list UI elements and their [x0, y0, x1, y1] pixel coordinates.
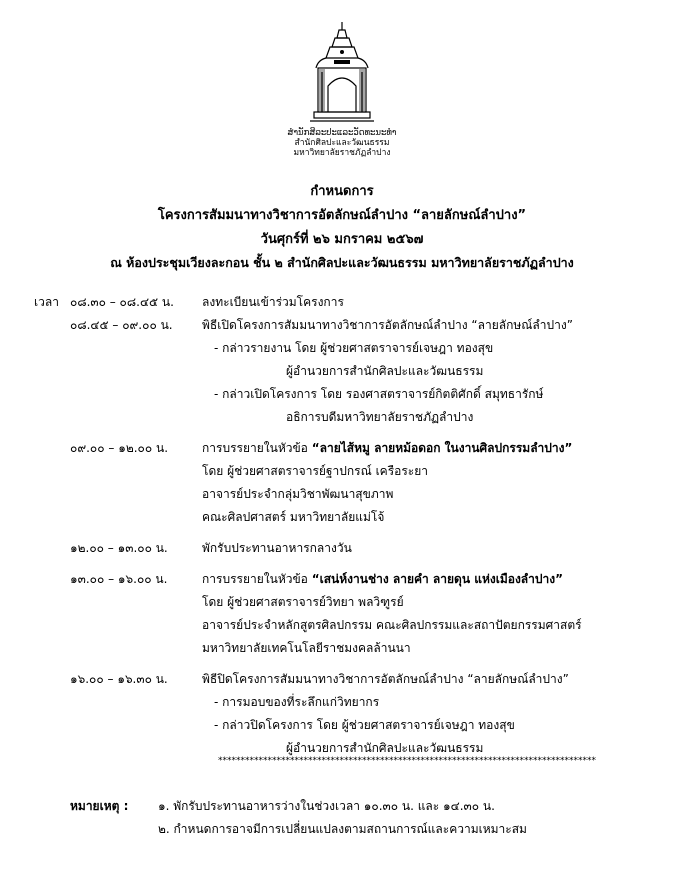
- schedule-title-1: ลงทะเบียนเข้าร่วมโครงการ: [202, 295, 344, 309]
- institution-logo: [0, 20, 684, 124]
- schedule-detail-5-1: โดย ผู้ช่วยศาสตราจารย์วิทยา พลวิฑูรย์: [202, 595, 404, 609]
- schedule-detail-3-2: อาจารย์ประจำกลุ่มวิชาพัฒนาสุขภาพ: [202, 487, 394, 501]
- event-date: วันศุกร์ที่ ๒๖ มกราคม ๒๕๖๗: [260, 232, 424, 247]
- org-name-line-2: สำนักศิลปะและวัฒนธรรม: [294, 138, 390, 148]
- schedule-title-2: พิธีเปิดโครงการสัมมนาทางวิชาการอัตลักษณ์ลำปาง “ลายลักษณ์ลำปาง”: [202, 318, 573, 332]
- schedule-time-6: ๑๖.๐๐ – ๑๖.๓๐ น.: [70, 672, 168, 686]
- separator-stars: ************************************************************************************: [218, 756, 596, 766]
- schedule-time-5: ๑๓.๐๐ – ๑๖.๐๐ น.: [70, 572, 168, 586]
- schedule-time-2: ๐๘.๔๕ – ๐๙.๐๐ น.: [70, 318, 173, 332]
- schedule-detail-2-3: - กล่าวเปิดโครงการ โดย รองศาสตราจารย์กิตติศักดิ์ สมุทธารักษ์: [214, 387, 544, 401]
- event-venue: ณ ห้องประชุมเวียงละกอน ชั้น ๒ สำนักศิลปะและวัฒนธรรม มหาวิทยาลัยราชภัฏลำปาง: [110, 255, 574, 270]
- lecture-prefix-2: การบรรยายในหัวข้อ: [202, 572, 308, 586]
- lecture-topic-2: “เสน่ห์งานช่าง ลายคำ ลายดุน แห่งเมืองลำปาง”: [311, 572, 564, 586]
- schedule-title-5: [202, 570, 563, 589]
- lecture-topic-1: “ลายไส้หมู ลายหม้อดอก ในงานศิลปกรรมลำปาง”: [311, 441, 573, 455]
- schedule-detail-2-1: - กล่าวรายงาน โดย ผู้ช่วยศาสตราจารย์เจษฎา ทองสุข: [214, 341, 494, 355]
- gate-emblem-icon: [306, 20, 378, 124]
- note-2: ๒. กำหนดการอาจมีการเปลี่ยนแปลงตามสถานการณ์และความเหมาะสม: [158, 822, 527, 836]
- schedule-detail-6-1: - การมอบของที่ระลึกแก่วิทยากร: [214, 695, 380, 709]
- schedule-title-3: [202, 439, 572, 458]
- schedule-detail-5-2: อาจารย์ประจำหลักสูตรศิลปกรรม คณะศิลปกรรมและสถาปัตยกรรมศาสตร์: [202, 618, 582, 632]
- schedule-detail-3-1: โดย ผู้ช่วยศาสตราจารย์ฐาปกรณ์ เครือระยา: [202, 464, 429, 478]
- schedule-detail-6-3: ผู้อำนวยการสำนักศิลปะและวัฒนธรรม: [286, 741, 484, 755]
- doc-title: กำหนดการ: [310, 184, 374, 199]
- notes-label: หมายเหตุ :: [70, 799, 129, 813]
- org-name-line-1: ສຳນັກສິລະປະແລະວັດທະນະທຳ: [287, 128, 397, 138]
- schedule-title-6: พิธีปิดโครงการสัมมนาทางวิชาการอัตลักษณ์ลำปาง “ลายลักษณ์ลำปาง”: [202, 672, 569, 686]
- schedule-detail-6-2: - กล่าวปิดโครงการ โดย ผู้ช่วยศาสตราจารย์เจษฎา ทองสุข: [214, 718, 515, 732]
- schedule-detail-3-3: คณะศิลปศาสตร์ มหาวิทยาลัยแม่โจ้: [202, 510, 385, 524]
- schedule-time-1: ๐๘.๓๐ – ๐๘.๔๕ น.: [70, 295, 174, 309]
- schedule-detail-2-2: ผู้อำนวยการสำนักศิลปะและวัฒนธรรม: [286, 364, 484, 378]
- lecture-prefix-1: การบรรยายในหัวข้อ: [202, 441, 308, 455]
- schedule-time-3: ๐๙.๐๐ – ๑๒.๐๐ น.: [70, 441, 169, 455]
- project-name: โครงการสัมมนาทางวิชาการอัตลักษณ์ลำปาง “ลายลักษณ์ลำปาง”: [157, 208, 527, 223]
- schedule-detail-5-3: มหาวิทยาลัยเทคโนโลยีราชมงคลล้านนา: [202, 641, 411, 655]
- org-name-line-3: มหาวิทยาลัยราชภัฏลำปาง: [293, 148, 391, 158]
- schedule-time-4: ๑๒.๐๐ – ๑๓.๐๐ น.: [70, 541, 168, 555]
- time-label: เวลา: [34, 295, 59, 309]
- schedule-title-4: พักรับประทานอาหารกลางวัน: [202, 541, 352, 555]
- schedule-detail-2-4: อธิการบดีมหาวิทยาลัยราชภัฏลำปาง: [286, 410, 474, 424]
- note-1: ๑. พักรับประทานอาหารว่างในช่วงเวลา ๑๐.๓๐ น. และ ๑๔.๓๐ น.: [158, 799, 495, 813]
